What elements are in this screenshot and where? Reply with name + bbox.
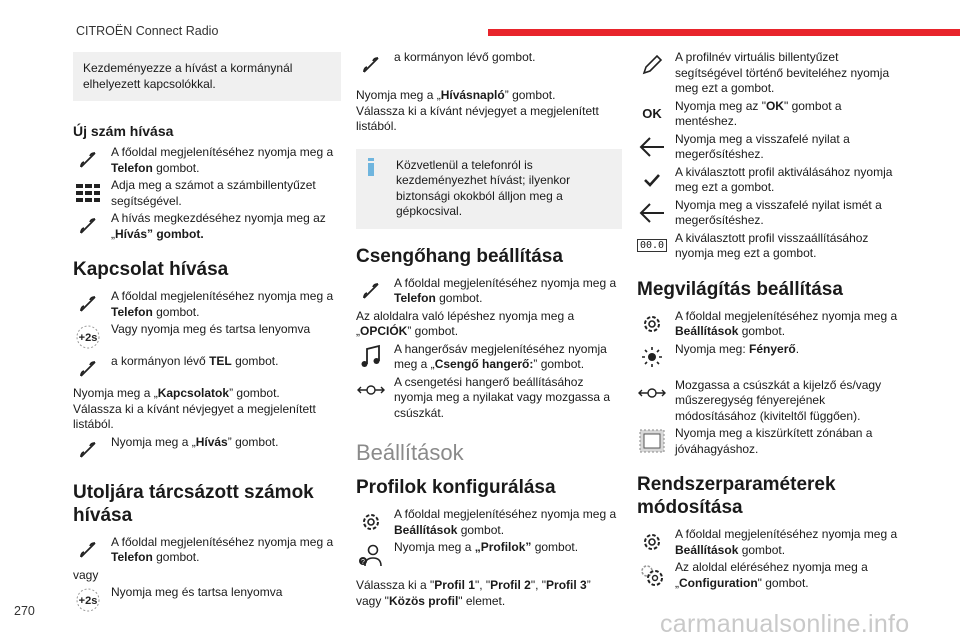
slider-icon	[637, 379, 667, 407]
step: A hangerősáv megjelenítéséhez nyomja meg a „Csengő hangerő:” gombot.	[356, 342, 622, 373]
step: Nyomja meg a kiszürkített zónában a jóváhagyáshoz.	[637, 426, 905, 457]
phone-handset-icon	[73, 355, 103, 383]
step: A főoldal megjelenítéséhez nyomja meg a Telefon gombot.	[356, 276, 622, 307]
step: A profilnév virtuális billentyűzet segítségével történő beviteléhez nyomja meg ezt a gombot.	[637, 50, 905, 97]
paragraph: Válassza ki a "Profil 1", "Profil 2", "Profil 3”	[356, 578, 591, 592]
reset-icon: 00.0	[637, 232, 667, 260]
paragraph: vagy "Közös profil" elemet.	[356, 593, 506, 608]
phone-handset-icon	[73, 290, 103, 318]
checkmark-icon	[637, 166, 667, 194]
music-note-icon	[356, 343, 386, 371]
step: Az aloldal eléréséhez nyomja meg a „Configuration" gombot.	[637, 560, 905, 591]
step: a kormányon lévő gombot.	[356, 50, 622, 80]
step: A hívás megkezdéséhez nyomja meg az „Hívás” gombot.	[73, 211, 341, 242]
step: OK Nyomja meg az "OK" gombot a mentéshez.	[637, 99, 905, 130]
step: A főoldal megjelenítéséhez nyomja meg a Telefon gombot.	[73, 145, 341, 176]
phone-handset-icon	[73, 146, 103, 174]
step: ? Nyomja meg a „Profilok” gombot.	[356, 540, 622, 570]
section-heading-profiles: Profilok konfigurálása	[356, 477, 556, 498]
step: A főoldal megjelenítéséhez nyomja meg a Beállítások gombot.	[356, 507, 622, 538]
info-note: Közvetlenül a telefonról is kezdeményezhet hívást; ilyenkor biztonsági okokból álljon meg a gépkocsival.	[356, 149, 622, 229]
phone-handset-icon	[73, 536, 103, 564]
paragraph: Nyomja meg a „Hívásnapló” gombot.	[356, 88, 556, 102]
paragraph: Válassza ki a kívánt névjegyet a megjelenített listából.	[73, 401, 316, 431]
column-2	[356, 48, 622, 609]
section-heading-system: Rendszerparaméterek módosítása	[637, 474, 836, 518]
pencil-icon	[637, 51, 667, 79]
page-number: 270	[14, 604, 35, 618]
svg-text:+2s: +2s	[78, 332, 98, 344]
header-title: CITROËN Connect Radio	[76, 24, 219, 38]
section-heading-contact: Kapcsolat hívása	[73, 259, 229, 280]
paragraph: Válassza ki a kívánt névjegyet a megjelenített listából.	[356, 103, 599, 133]
step: a kormányon lévő TEL gombot.	[73, 354, 341, 384]
column-3	[637, 48, 905, 593]
svg-text:+2s: +2s	[78, 595, 98, 607]
section-heading-new-number: Új szám hívása	[73, 123, 174, 139]
hold-2s-icon	[73, 323, 103, 351]
back-arrow-icon	[637, 199, 667, 227]
step: A főoldal megjelenítéséhez nyomja meg a Beállítások gombot.	[637, 309, 905, 340]
watermark: carmanualsonline.info	[660, 610, 910, 638]
step: Nyomja meg: Fényerő.	[637, 342, 905, 372]
step: Adja meg a számot a számbillentyűzet segítségével.	[73, 178, 341, 209]
section-heading-ringtone: Csengőhang beállítása	[356, 245, 563, 267]
step: Nyomja meg a visszafelé nyilat ismét a megerősítéshez.	[637, 198, 905, 229]
step: A főoldal megjelenítéséhez nyomja meg a Beállítások gombot.	[637, 527, 905, 558]
note-box: Kezdeményezze a hívást a kormánynál elhelyezett kapcsolókkal.	[73, 52, 341, 101]
step: 00.0 A kiválasztott profil visszaállításához nyomja meg ezt a gombot.	[637, 231, 905, 262]
phone-handset-icon	[356, 51, 386, 79]
step: +2s Nyomja meg és tartsa lenyomva	[73, 585, 341, 615]
info-icon	[368, 158, 374, 176]
step: A főoldal megjelenítéséhez nyomja meg a Telefon gombot.	[73, 289, 341, 320]
phone-handset-icon	[73, 212, 103, 240]
step: +2s Vagy nyomja meg és tartsa lenyomva	[73, 322, 341, 352]
step: A főoldal megjelenítéséhez nyomja meg a Telefon gombot.	[73, 535, 341, 566]
column-1	[73, 48, 341, 617]
brightness-icon	[637, 343, 667, 371]
section-heading-recent: Utoljára tárcsázott számok hívása	[73, 481, 314, 526]
gear-icon	[356, 508, 386, 536]
section-heading-lighting: Megvilágítás beállítása	[637, 278, 843, 300]
keypad-icon	[73, 179, 103, 207]
step: Nyomja meg a „Hívás” gombot.	[73, 435, 341, 465]
paragraph: Az aloldalra való lépéshez nyomja meg a „OPCIÓK” gombot.	[356, 308, 575, 338]
grey-zone-icon	[637, 427, 667, 455]
header-accent-bar	[488, 29, 960, 36]
ok-icon: OK	[642, 105, 662, 121]
step: A csengetési hangerő beállításához nyomja meg a nyilakat vagy mozgassa a csúszkát.	[356, 375, 622, 422]
paragraph: vagy	[73, 567, 99, 582]
svg-text:?: ?	[361, 559, 365, 566]
step: A kiválasztott profil aktiválásához nyomja meg ezt a gombot.	[637, 165, 905, 196]
section-heading-settings: Beállítások	[356, 440, 464, 465]
configuration-gears-icon	[637, 561, 667, 589]
phone-handset-icon	[356, 277, 386, 305]
step: Mozgassa a csúszkát a kijelző és/vagy műszeregység fényerejének módosításához (kiviteltől függően).	[637, 378, 905, 425]
step: Nyomja meg a visszafelé nyilat a megerősítéshez.	[637, 132, 905, 163]
hold-2s-icon	[73, 586, 103, 614]
gear-icon	[637, 528, 667, 556]
gear-icon	[637, 310, 667, 338]
slider-icon	[356, 376, 386, 404]
phone-handset-icon	[73, 436, 103, 464]
profiles-icon	[356, 541, 386, 569]
paragraph: Nyomja meg a „Kapcsolatok” gombot.	[73, 386, 280, 400]
back-arrow-icon	[637, 133, 667, 161]
